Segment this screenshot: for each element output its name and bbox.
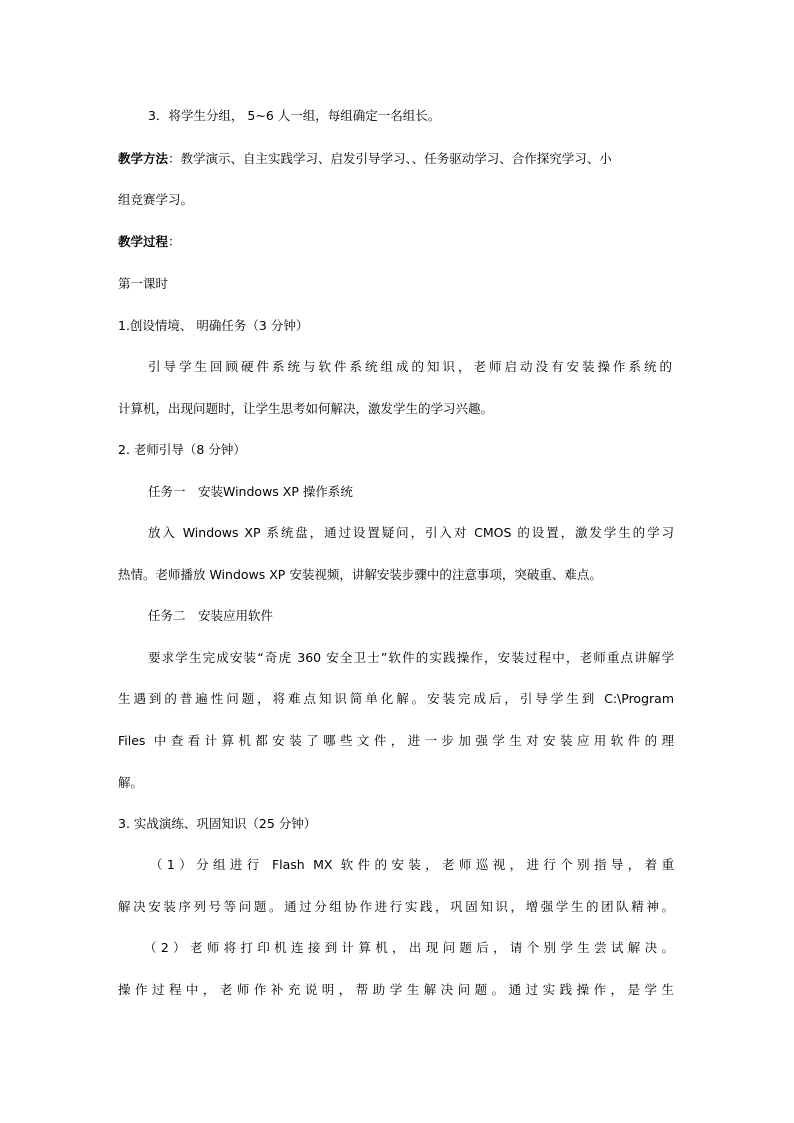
section-3-heading: 3. 实战演练、巩固知识（25 分钟） [118,816,317,831]
task-2-para-line-2: 生遇到的普遍性问题，将难点知识简单化解。安装完成后，引导学生到 C:\Program [118,691,674,706]
task-1-para-line-1: 放入 Windows XP 系统盘，通过设置疑问，引入对 CMOS 的设置，激发学生的学习 [148,525,674,540]
teaching-process-heading: 教学过程 [118,234,169,249]
teaching-process-colon: ： [168,234,181,249]
section-1-para-line-1: 引导学生回顾硬件系统与软件系统组成的知识，老师启动没有安装操作系统的 [148,359,672,374]
practice-1-line-2: 解决安装序列号等问题。通过分组协作进行实践，巩固知识，增强学生的团队精神。 [118,899,674,914]
task-1-para-line-2: 热情。老师播放 Windows XP 安装视频，讲解安装步骤中的注意事项，突破重、难点。 [118,567,602,582]
task-2-heading: 任务二 安装应用软件 [148,608,274,623]
teaching-methods-line [118,151,612,167]
paragraph-grouping: 3．将学生分组， 5~6 人一组，每组确定一名组长。 [148,108,441,123]
task-2-para-line-4: 解。 [118,775,144,790]
teaching-methods-heading: 教学方法 [118,151,169,166]
lesson-one-heading: 第一课时 [118,276,169,291]
section-1-heading: 1.创设情境、 明确任务（3 分钟） [118,318,309,333]
practice-2-line-2: 操作过程中，老师作补充说明，帮助学生解决问题。通过实践操作，是学生 [118,982,674,997]
task-2-para-line-1: 要求学生完成安装“奇虎 360 安全卫士”软件的实践操作，安装过程中，老师重点讲解学 [148,650,674,665]
section-1-para-line-2: 计算机，出现问题时，让学生思考如何解决，激发学生的学习兴趣。 [118,401,494,416]
task-2-para-line-3: Files 中查看计算机都安装了哪些文件，进一步加强学生对安装应用软件的理 [118,733,674,748]
practice-1-line-1: （1）分组进行 Flash MX 软件的安装，老师巡视，进行个别指导，着重 [150,857,674,872]
teaching-methods-continued: 组竞赛学习。 [118,192,194,207]
teaching-process-line [118,234,181,250]
teaching-methods-text: ：教学演示、自主实践学习、启发引导学习、、任务驱动学习、合作探究学习、小 [168,151,612,166]
practice-2-line-1: （2）老师将打印机连接到计算机，出现问题后，请个别学生尝试解决。 [144,940,674,955]
task-1-heading: 任务一 安装Windows XP 操作系统 [148,484,353,499]
section-2-heading: 2. 老师引导（8 分钟） [118,442,246,457]
